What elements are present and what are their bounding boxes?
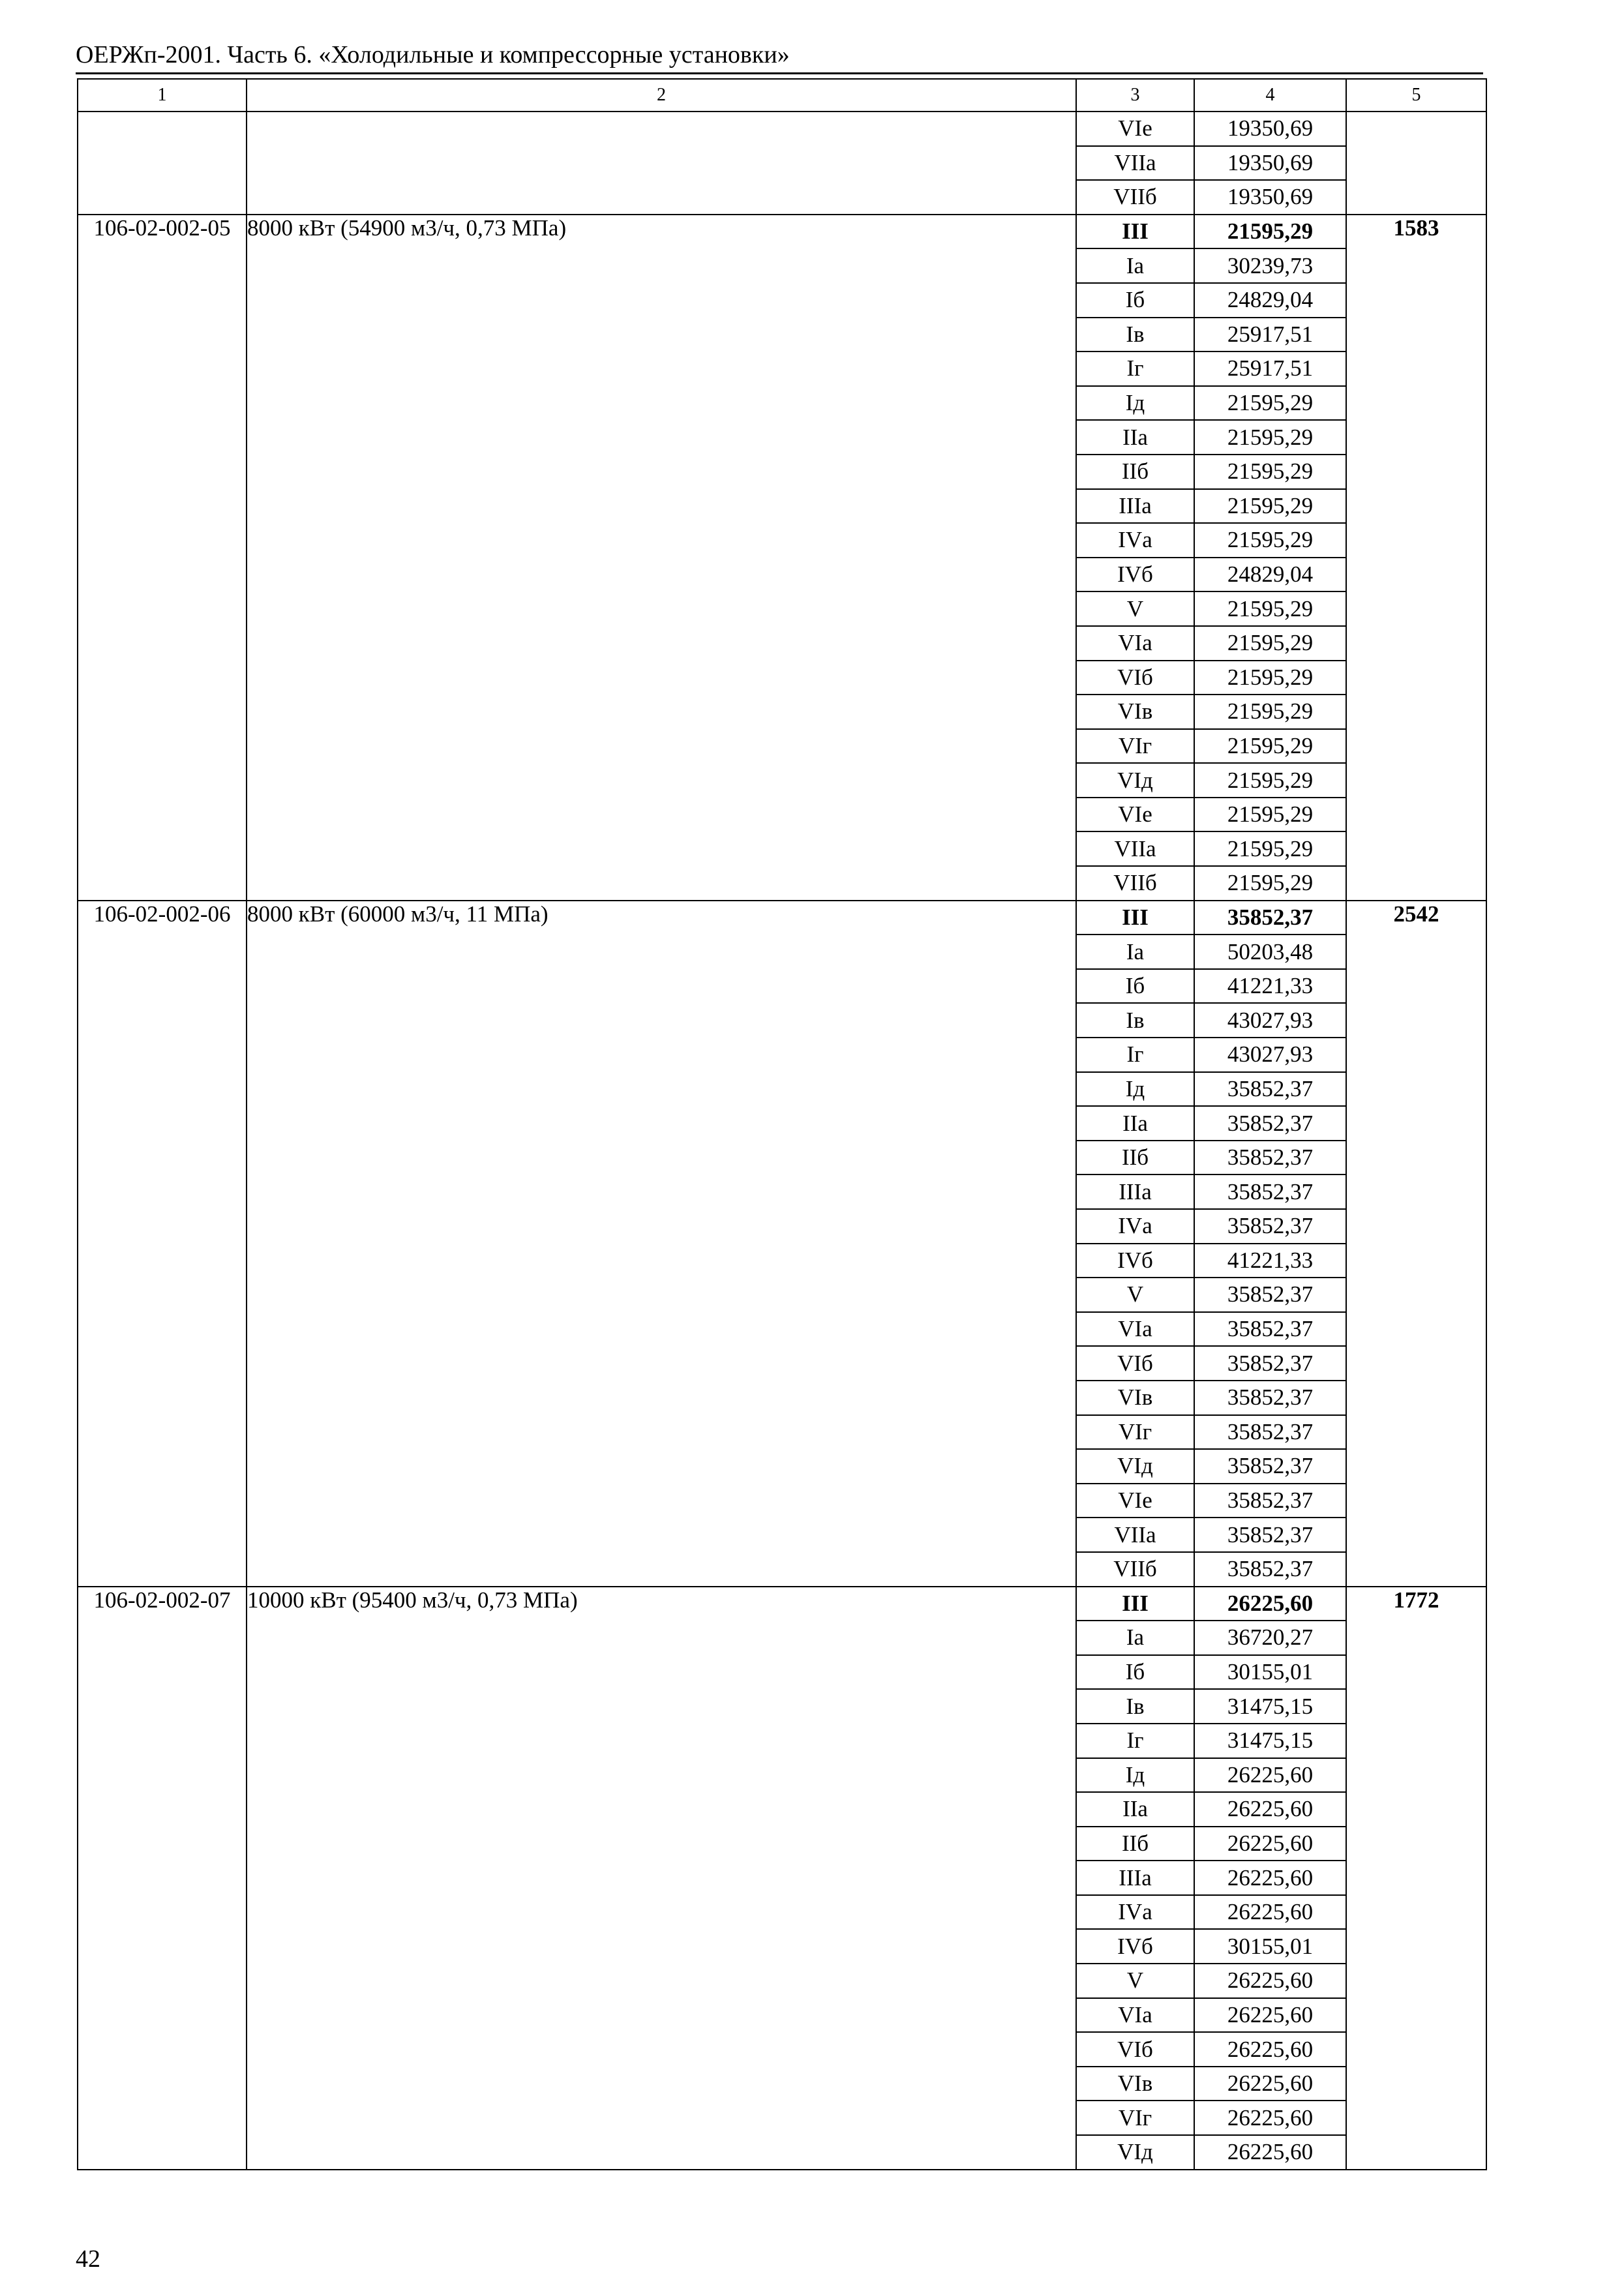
column-number: 3 — [1076, 79, 1194, 112]
table-row — [78, 1587, 1486, 1621]
column-number-row — [78, 79, 1486, 112]
zone-cell: Iг — [1076, 1724, 1194, 1758]
rate-price: 1583 — [1346, 215, 1486, 901]
zone-cell: VIб — [1076, 661, 1194, 695]
cost-value-cell: 26225,60 — [1194, 1895, 1346, 1930]
cost-value-cell: 19350,69 — [1194, 146, 1346, 181]
cost-value-cell: 19350,69 — [1194, 112, 1346, 146]
rate-code: 106-02-002-05 — [78, 215, 247, 901]
zone-cell: IIб — [1076, 455, 1194, 489]
zone-cell: Iа — [1076, 935, 1194, 969]
cost-value-cell: 26225,60 — [1194, 2067, 1346, 2101]
cost-value-cell: 31475,15 — [1194, 1724, 1346, 1758]
zone-cell: IIIа — [1076, 1174, 1194, 1209]
cost-value-cell: 19350,69 — [1194, 180, 1346, 215]
zone-cell: IVа — [1076, 1209, 1194, 1244]
cost-value-cell: 21595,29 — [1194, 798, 1346, 832]
zone-cell: VIIб — [1076, 1552, 1194, 1587]
zone-cell: VIв — [1076, 1381, 1194, 1415]
zone-cell: VIе — [1076, 112, 1194, 146]
rate-code: 106-02-002-07 — [78, 1587, 247, 2170]
rate-price: 1772 — [1346, 1587, 1486, 2170]
page-number: 42 — [76, 2245, 100, 2273]
zone-cell: VIIа — [1076, 1518, 1194, 1552]
cost-value-cell: 30239,73 — [1194, 248, 1346, 283]
zone-cell: IIIа — [1076, 489, 1194, 524]
column-number: 4 — [1194, 79, 1346, 112]
cost-value-cell: 26225,60 — [1194, 1792, 1346, 1827]
cost-value-cell: 43027,93 — [1194, 1038, 1346, 1072]
zone-cell: VIв — [1076, 695, 1194, 729]
cost-value-cell: 26225,60 — [1194, 2032, 1346, 2067]
cost-value-cell: 26225,60 — [1194, 1758, 1346, 1793]
cost-value-cell: 26225,60 — [1194, 1827, 1346, 1861]
cost-value-cell: 24829,04 — [1194, 558, 1346, 592]
zone-cell: V — [1076, 591, 1194, 626]
zone-cell: III — [1076, 901, 1194, 935]
cost-value-cell: 35852,37 — [1194, 901, 1346, 935]
cost-value-cell: 26225,60 — [1194, 1998, 1346, 2033]
cost-value-cell: 26225,60 — [1194, 2135, 1346, 2170]
rate-description: 8000 кВт (54900 м3/ч, 0,73 МПа) — [247, 215, 1076, 901]
cost-value-cell: 21595,29 — [1194, 661, 1346, 695]
rate-description: 8000 кВт (60000 м3/ч, 11 МПа) — [247, 901, 1076, 1587]
cost-value-cell: 24829,04 — [1194, 283, 1346, 318]
zone-cell: Iа — [1076, 248, 1194, 283]
zone-cell: Iв — [1076, 1003, 1194, 1038]
table-row — [78, 215, 1486, 249]
cost-value-cell: 21595,29 — [1194, 831, 1346, 866]
rate-price: 2542 — [1346, 901, 1486, 1587]
zone-cell: VIIб — [1076, 866, 1194, 901]
cost-value-cell: 35852,37 — [1194, 1141, 1346, 1175]
zone-cell: VIв — [1076, 2067, 1194, 2101]
cost-value-cell: 35852,37 — [1194, 1518, 1346, 1552]
zone-cell: Iд — [1076, 1072, 1194, 1107]
zone-cell: IVа — [1076, 1895, 1194, 1930]
table-row — [78, 112, 1486, 146]
zone-cell: VIг — [1076, 729, 1194, 764]
cost-value-cell: 35852,37 — [1194, 1106, 1346, 1141]
zone-cell: V — [1076, 1964, 1194, 1998]
zone-cell: VIа — [1076, 626, 1194, 661]
cost-value-cell: 21595,29 — [1194, 386, 1346, 421]
cost-value-cell: 21595,29 — [1194, 729, 1346, 764]
zone-cell: VIа — [1076, 1312, 1194, 1347]
cost-value-cell: 30155,01 — [1194, 1929, 1346, 1964]
zone-cell: IIб — [1076, 1827, 1194, 1861]
cost-value-cell: 21595,29 — [1194, 523, 1346, 558]
cost-value-cell: 21595,29 — [1194, 420, 1346, 455]
cost-value-cell: 30155,01 — [1194, 1655, 1346, 1690]
cost-value-cell: 26225,60 — [1194, 1587, 1346, 1621]
cost-value-cell: 35852,37 — [1194, 1312, 1346, 1347]
rate-price — [1346, 112, 1486, 215]
cost-value-cell: 35852,37 — [1194, 1484, 1346, 1518]
rate-description: 10000 кВт (95400 м3/ч, 0,73 МПа) — [247, 1587, 1076, 2170]
zone-cell: VIд — [1076, 1449, 1194, 1484]
cost-value-cell: 35852,37 — [1194, 1346, 1346, 1381]
zone-cell: VIд — [1076, 2135, 1194, 2170]
zone-cell: VIе — [1076, 1484, 1194, 1518]
cost-value-cell: 25917,51 — [1194, 318, 1346, 352]
zone-cell: IIа — [1076, 1792, 1194, 1827]
zone-cell: IVб — [1076, 1244, 1194, 1278]
zone-cell: VIIа — [1076, 146, 1194, 181]
cost-value-cell: 35852,37 — [1194, 1552, 1346, 1587]
rate-description — [247, 112, 1076, 215]
zone-cell: Iб — [1076, 969, 1194, 1004]
cost-value-cell: 36720,27 — [1194, 1621, 1346, 1655]
zone-cell: III — [1076, 215, 1194, 249]
cost-value-cell: 21595,29 — [1194, 626, 1346, 661]
zone-cell: VIб — [1076, 2032, 1194, 2067]
zone-cell: VIIа — [1076, 831, 1194, 866]
cost-value-cell: 26225,60 — [1194, 1861, 1346, 1895]
zone-cell: Iв — [1076, 1689, 1194, 1724]
cost-value-cell: 35852,37 — [1194, 1449, 1346, 1484]
zone-cell: Iа — [1076, 1621, 1194, 1655]
cost-value-cell: 25917,51 — [1194, 352, 1346, 386]
rate-code: 106-02-002-06 — [78, 901, 247, 1587]
zone-cell: IIа — [1076, 1106, 1194, 1141]
zone-cell: IIа — [1076, 420, 1194, 455]
zone-cell: VIб — [1076, 1346, 1194, 1381]
cost-value-cell: 31475,15 — [1194, 1689, 1346, 1724]
cost-value-cell: 35852,37 — [1194, 1174, 1346, 1209]
zone-cell: IVа — [1076, 523, 1194, 558]
cost-value-cell: 50203,48 — [1194, 935, 1346, 969]
cost-value-cell: 21595,29 — [1194, 866, 1346, 901]
rates-table — [77, 78, 1487, 2170]
zone-cell: Iд — [1076, 386, 1194, 421]
cost-value-cell: 21595,29 — [1194, 695, 1346, 729]
column-number: 5 — [1346, 79, 1486, 112]
zone-cell: III — [1076, 1587, 1194, 1621]
cost-value-cell: 21595,29 — [1194, 763, 1346, 798]
zone-cell: VIа — [1076, 1998, 1194, 2033]
cost-value-cell: 35852,37 — [1194, 1072, 1346, 1107]
page-header-title: ОЕРЖп-2001. Часть 6. «Холодильные и компрессорные установки» — [76, 41, 790, 68]
cost-value-cell: 26225,60 — [1194, 1964, 1346, 1998]
zone-cell: VIе — [1076, 798, 1194, 832]
zone-cell: Iб — [1076, 1655, 1194, 1690]
cost-value-cell: 35852,37 — [1194, 1278, 1346, 1312]
zone-cell: Iд — [1076, 1758, 1194, 1793]
cost-value-cell: 41221,33 — [1194, 969, 1346, 1004]
zone-cell: IVб — [1076, 558, 1194, 592]
cost-value-cell: 21595,29 — [1194, 591, 1346, 626]
column-number: 1 — [78, 79, 247, 112]
zone-cell: VIд — [1076, 763, 1194, 798]
zone-cell: Iб — [1076, 283, 1194, 318]
zone-cell: Iг — [1076, 1038, 1194, 1072]
zone-cell: IVб — [1076, 1929, 1194, 1964]
zone-cell: V — [1076, 1278, 1194, 1312]
zone-cell: VIIб — [1076, 180, 1194, 215]
cost-value-cell: 21595,29 — [1194, 455, 1346, 489]
cost-value-cell: 41221,33 — [1194, 1244, 1346, 1278]
cost-value-cell: 21595,29 — [1194, 489, 1346, 524]
column-number: 2 — [247, 79, 1076, 112]
rate-code — [78, 112, 247, 215]
cost-value-cell: 26225,60 — [1194, 2101, 1346, 2135]
cost-value-cell: 21595,29 — [1194, 215, 1346, 249]
zone-cell: Iв — [1076, 318, 1194, 352]
zone-cell: VIг — [1076, 2101, 1194, 2135]
header-rule — [76, 72, 1483, 74]
zone-cell: IIIа — [1076, 1861, 1194, 1895]
zone-cell: IIб — [1076, 1141, 1194, 1175]
zone-cell: VIг — [1076, 1415, 1194, 1450]
cost-value-cell: 35852,37 — [1194, 1381, 1346, 1415]
cost-value-cell: 43027,93 — [1194, 1003, 1346, 1038]
cost-value-cell: 35852,37 — [1194, 1415, 1346, 1450]
cost-value-cell: 35852,37 — [1194, 1209, 1346, 1244]
table-row — [78, 901, 1486, 935]
zone-cell: Iг — [1076, 352, 1194, 386]
